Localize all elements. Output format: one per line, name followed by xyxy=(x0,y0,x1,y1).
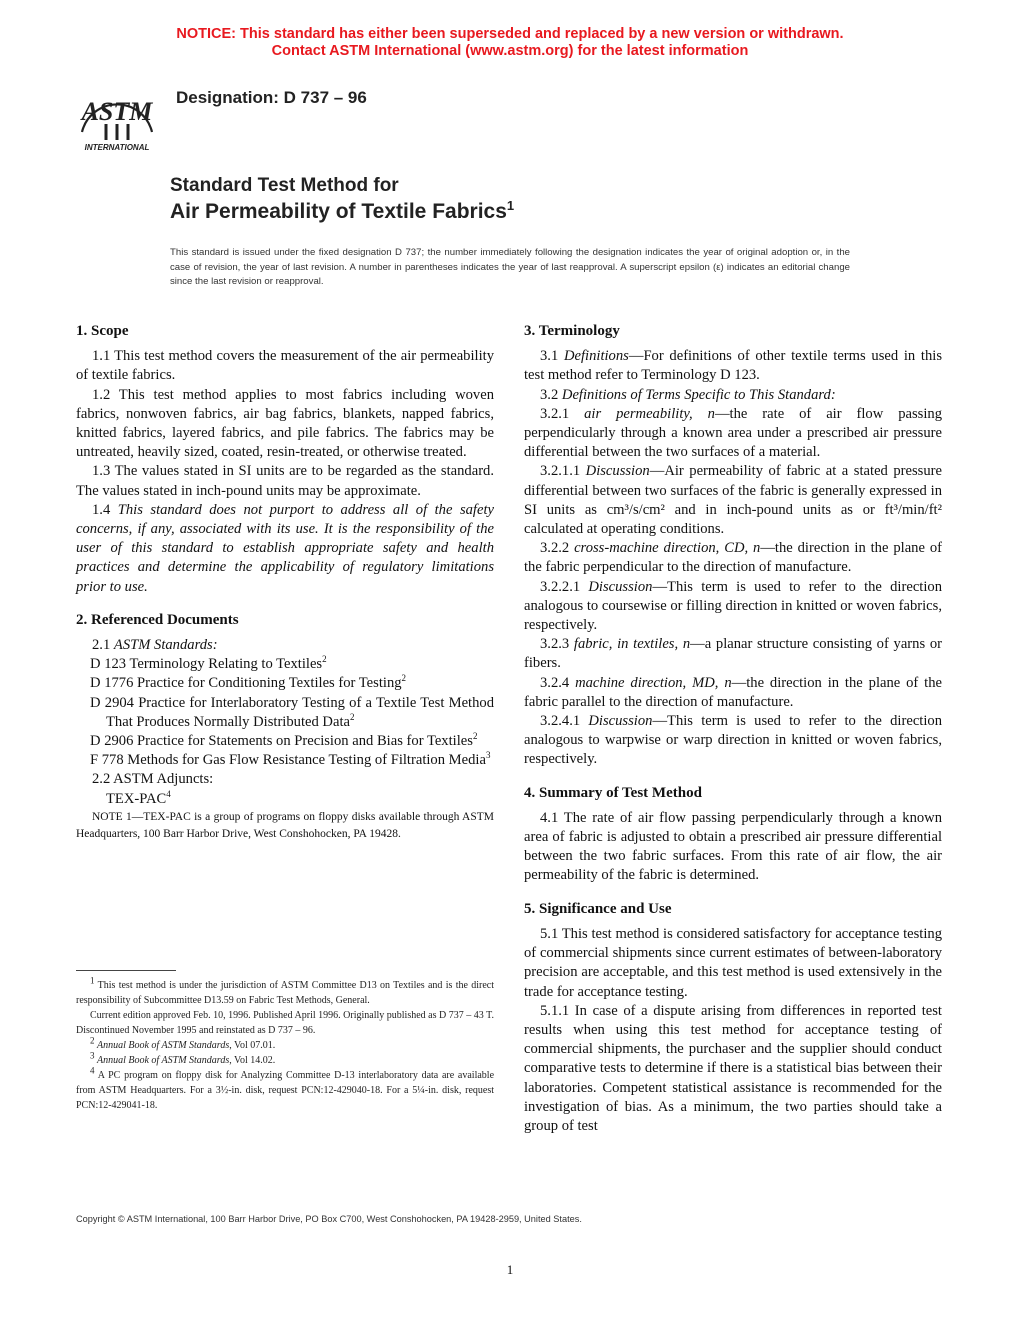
footnote-ref: 2 xyxy=(401,673,407,684)
paragraph: 3.2.4.1 Discussion—This term is used to refer to the direction analogous to warpwise or warp direction in knitted or woven fabrics, respectively. xyxy=(524,713,942,768)
astm-logo-letters: ASTM xyxy=(81,97,153,126)
designation: Designation: D 737 – 96 xyxy=(176,88,367,107)
reference-text: D 2904 Practice for Interlaboratory Testing of a Textile Test Method That Produces Normally Distributed Data xyxy=(90,694,494,730)
footnote-text: A PC program on floppy disk for Analyzing Committee D-13 interlaboratory data are available from ASTM Headquarters. For a 3½-in. disk, request PCN:12-429040-18. For a 5¼-in. disk, request PCN:12-429041-18. xyxy=(76,1070,495,1111)
page-number: 1 xyxy=(506,1262,514,1277)
section-summary xyxy=(524,784,942,886)
section-heading: 4. Summary of Test Method xyxy=(524,784,702,801)
book-title: Annual Book of ASTM Standards xyxy=(97,1040,230,1051)
section-heading: 3. Terminology xyxy=(524,323,620,339)
paragraph: 4.1 The rate of air flow passing perpendicularly through a known area of fabric is adjusted to obtain a prescribed air pressure differential between the two fabric surfaces. From this rate of air flow, the air permeability of the fabric is determined. xyxy=(524,809,942,884)
title-line-1: Standard Test Method for xyxy=(170,175,399,196)
paragraph: 3.1 Definitions—For definitions of other textile terms used in this test method refer to Terminology D 123. xyxy=(524,348,943,384)
footnote-ref: 2 xyxy=(349,712,355,722)
footnote-text: This test method is under the jurisdiction of ASTM Committee D13 on Textiles and is the direct responsibility of Subcommittee D13.59 on Fabric Test Methods, General. xyxy=(76,980,494,1006)
book-title: Annual Book of ASTM Standards xyxy=(97,1055,230,1066)
reference-item xyxy=(76,751,494,770)
astm-logo xyxy=(72,80,162,150)
paragraph: 3.2.2 cross-machine direction, CD, n—the direction in the plane of the fabric perpendicular to the direction of manufacture. xyxy=(524,540,942,576)
document-title xyxy=(170,174,514,226)
paragraph: 3.2.1.1 Discussion—Air permeability of fabric at a stated pressure differential between two surfaces of the fabric is generally expressed in SI units as cm³/s/cm² and in inch-pound units as or ft³/min/ft² calculated at operating conditions. xyxy=(524,463,942,538)
paragraph: 3.2.2.1 Discussion—This term is used to refer to the direction analogous to coursewise or filling direction in knitted or woven fabrics, respectively. xyxy=(524,578,942,634)
adjunct-text: TEX-PAC xyxy=(106,790,167,807)
reference-item xyxy=(76,694,494,732)
section-heading: 1. Scope xyxy=(76,323,129,339)
paragraph: 2.2 ASTM Adjuncts: xyxy=(92,771,214,788)
reference-item xyxy=(76,732,494,751)
footnote-1-edition: Current edition approved Feb. 10, 1996. Published April 1996. Originally published as D 737 – 43 T. Discontinued November 1995 and reinstated as D 737 – 96. xyxy=(76,1010,494,1036)
right-column xyxy=(524,322,942,1150)
footnote-ref: 2 xyxy=(322,654,327,665)
reference-text: D 1776 Practice for Conditioning Textiles for Testing xyxy=(90,675,402,692)
paragraph xyxy=(76,501,494,597)
paragraph: 3.2.3 fabric, in textiles, n—a planar structure consisting of yarns or fibers. xyxy=(524,636,942,672)
safety-caveat: This standard does not purport to address all of the safety concerns, if any, associated with its use. It is the responsibility of the user of this standard to establish appropriate safety and health practices and determine the applicability of regulatory limitations prior to use. xyxy=(76,501,494,595)
paragraph: 1.1 This test method covers the measurement of the air permeability of textile fabrics. xyxy=(76,348,494,384)
notice-line-1: NOTICE: This standard has either been superseded and replaced by a new version or withdrawn. xyxy=(176,26,844,42)
volume: , Vol 07.01. xyxy=(229,1040,276,1051)
title-footnote-mark: 1 xyxy=(506,198,515,213)
footnote-4: $^4$ A PC program on floppy disk for Analyzing Committee D-13 interlaboratory data are available from ASTM Headquarters. For a 3½-in. disk, request PCN:12-429040-18. For a 5¼-in. disk, request PCN:12-429041-18. xyxy=(76,1065,495,1111)
footnote-1: $^1$ This test method is under the jurisdiction of ASTM Committee D13 on Textiles and is the direct responsibility of Subcommittee D13.59 on Fabric Test Methods, General. xyxy=(76,975,494,1006)
reference-text: D 2906 Practice for Statements on Precision and Bias for Textiles xyxy=(90,733,473,750)
volume: , Vol 14.02. xyxy=(229,1055,276,1066)
footnote-ref: 4 xyxy=(166,788,171,799)
title-line-2 xyxy=(170,198,514,226)
section-referenced-documents xyxy=(76,611,494,843)
reference-item xyxy=(76,655,494,674)
note-1: NOTE 1—TEX-PAC is a group of programs on floppy disks available through ASTM Headquarters, 100 Barr Harbor Drive, West Conshohocken, PA 19428. xyxy=(76,810,494,840)
issuance-statement: This standard is issued under the fixed designation D 737; the number immediately following the designation indicates the year of original adoption or, in the case of revision, the year of last revision. A number in parentheses indicates the year of last reapproval. A superscript epsilon (ε) indicates an editorial change since the last revision or reapproval. xyxy=(170,247,850,287)
astm-logo-international: INTERNATIONAL xyxy=(84,143,150,152)
notice-line-2: Contact ASTM International (www.astm.org) for the latest information xyxy=(271,43,749,59)
para-number: 2.1 xyxy=(92,637,111,654)
paragraph: 1.3 The values stated in SI units are to be regarded as the standard. The values stated in inch-pound units may be approximate. xyxy=(76,463,494,499)
section-significance xyxy=(524,900,942,1136)
section-terminology xyxy=(524,322,942,770)
footnote-ref: 2 xyxy=(472,731,478,742)
subheading: ASTM Standards: xyxy=(113,637,218,654)
reference-text: F 778 Methods for Gas Flow Resistance Testing of Filtration Media xyxy=(90,752,486,769)
footnote-3: $^3$ Annual Book of ASTM Standards, Vol 14.02. xyxy=(90,1050,276,1066)
paragraph: 5.1.1 In case of a dispute arising from differences in reported test results when using this test method for acceptance testing of commercial shipments, the purchaser and the supplier should conduct comparative tests to determine if there is a statistical bias between their laboratories. Competent statistical assistance is recommended for the investigation of bias. As a minimum, the two parties should take a group of test xyxy=(524,1002,942,1134)
section-scope xyxy=(76,322,494,597)
copyright-line: Copyright © ASTM International, 100 Barr Harbor Drive, PO Box C700, West Conshohocken, PA 19428-2959, United States. xyxy=(76,1214,582,1224)
section-heading: 5. Significance and Use xyxy=(524,900,672,917)
adjunct-item xyxy=(76,790,494,809)
footnote-divider xyxy=(76,970,176,971)
left-column xyxy=(76,322,494,857)
reference-item xyxy=(76,674,494,693)
paragraph: 3.2.4 machine direction, MD, n—the direction in the plane of the fabric parallel to the direction of manufacture. xyxy=(524,674,943,710)
reference-text: D 123 Terminology Relating to Textiles xyxy=(90,656,323,673)
section-heading: 2. Referenced Documents xyxy=(76,611,239,628)
paragraph xyxy=(76,636,494,655)
paragraph: 5.1 This test method is considered satisfactory for acceptance testing of commercial shipments since current estimates of between-laboratory precision are acceptable, and this test method is used extensively in the trade for acceptance testing. xyxy=(524,925,942,1000)
supersession-notice xyxy=(0,26,1020,60)
footnotes xyxy=(76,975,495,1113)
footnote-2: $^2$ Annual Book of ASTM Standards, Vol 07.01. xyxy=(90,1035,276,1051)
footnote-ref: 3 xyxy=(485,750,491,761)
paragraph: 3.2 Definitions of Terms Specific to This Standard: xyxy=(540,386,836,403)
paragraph: 1.2 This test method applies to most fabrics including woven fabrics, nonwoven fabrics, air bag fabrics, blankets, napped fabrics, knitted fabrics, layered fabrics, and pile fabrics. The fabrics may be untreated, heavily sized, coated, resin-treated, or otherwise treated. xyxy=(76,386,494,461)
paragraph: 3.2.1 air permeability, n—the rate of air flow passing perpendicularly through a known area under a prescribed air pressure differential between the two surfaces of a material. xyxy=(524,405,942,461)
title-line-2-text: Air Permeability of Textile Fabrics xyxy=(170,200,507,223)
para-number: 1.4 xyxy=(92,501,111,518)
